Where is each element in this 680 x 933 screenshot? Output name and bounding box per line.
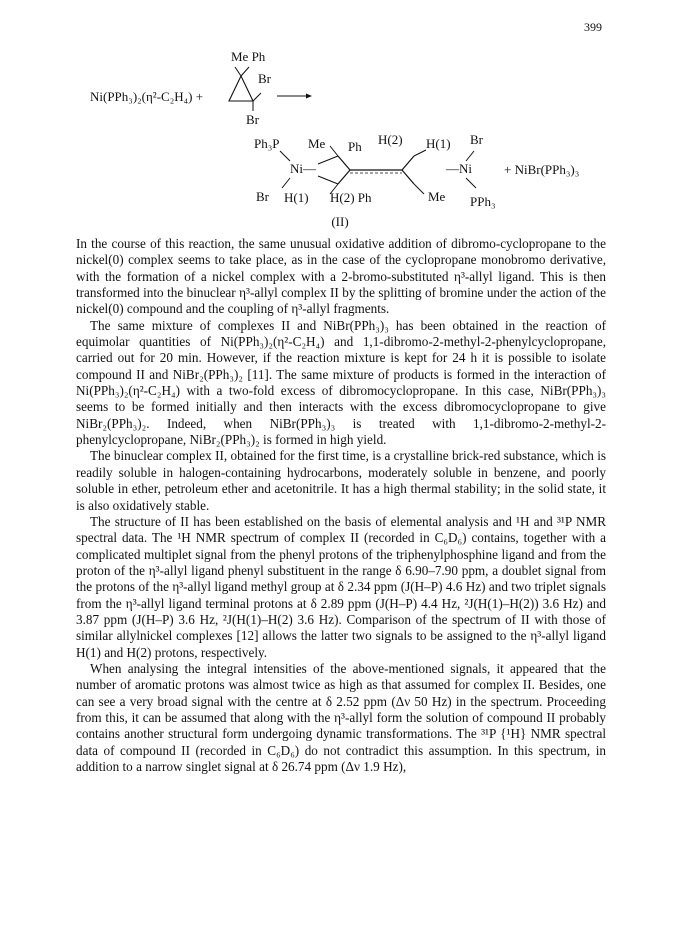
- bond-ph: [241, 67, 249, 76]
- paragraph: When analysing the integral intensities of the above-mentioned signals, it appeared that the number of aromatic protons was almost twice as high as that assumed for complex II. Besides, one can see a very broad signal with the centre at δ 2.52 ppm (Δν 50 Hz) in the spectrum. Proceeding from this, it can be assumed that along with the η³-allyl form the solution of compound II probably contains another structural form undergoing dynamic transformations. The ³¹P {¹H} NMR spectral data of compound II (recorded in C₆D₆) do not contradict this assumption. In this spectrum, in addition to a narrow singlet signal at δ 26.74 ppm (Δν 1.9 Hz),: [76, 660, 606, 774]
- ph3p-label: Ph₃P: [254, 136, 280, 151]
- bond-me-right: [414, 184, 424, 194]
- br-label-bottom-left: Br: [256, 189, 269, 204]
- compound-label: (II): [331, 214, 349, 229]
- body-text: [76, 236, 606, 775]
- ni-right: —Ni: [446, 161, 472, 176]
- byproduct-label: + NiBr(PPh₃)₃: [504, 162, 580, 177]
- ph-label-top: Ph: [348, 139, 362, 154]
- paragraph: The binuclear complex II, obtained for the first time, is a crystalline brick-red substance, which is readily soluble in halogen-containing hydrocarbons, moderately soluble in benzene, and poorly soluble in ether, petroleum ether and acetonitrile. It has a high thermal stability; in the solid state, it is also oxidatively stable.: [76, 448, 606, 513]
- allyl-left-a: [338, 156, 350, 170]
- page-number: 399: [584, 20, 602, 34]
- paragraph: In the course of this reaction, the same unusual oxidative addition of dibromo-cyclopropane to the nickel(0) complex seems to take place, as in the case of the cyclopropane monobromo derivative, with the formation of a nickel complex with a 2-bromo-substituted η³-allyl ligand. This is then transformed into the binuclear η³-allyl complex II by the splitting of bromine under the action of the nickel(0) compound and the coupling of η³-allyl fragments.: [76, 236, 606, 317]
- bond-h1-right: [414, 150, 426, 156]
- allyl-right-b: [402, 170, 414, 184]
- ni-allyl-lower: [318, 176, 338, 184]
- pph3-label-bottom: PPh₃: [470, 194, 496, 209]
- reactant-nickel-complex: Ni(PPh₃)₂(η²-C₂H₄) +: [90, 89, 204, 104]
- bond-me: [235, 67, 241, 76]
- bond-br-ni-right: [466, 151, 474, 161]
- h2-label-top: H(2): [378, 132, 403, 147]
- cp-br-top: Br: [258, 71, 271, 86]
- ni-left: Ni—: [290, 161, 316, 176]
- cp-br-bottom: Br: [246, 112, 259, 127]
- h2-ph-label-bottom: H(2) Ph: [330, 190, 372, 205]
- bond-me-left: [330, 146, 338, 156]
- bond-br-top: [253, 93, 261, 101]
- h1-label-top: H(1): [426, 136, 451, 151]
- arrow-head: [306, 94, 312, 99]
- bond-br-ni: [282, 178, 290, 188]
- cp-substituents: Me Ph: [231, 49, 266, 64]
- allyl-left-b: [338, 170, 350, 184]
- bond-p-ni: [280, 151, 290, 161]
- paragraph: The structure of II has been established on the basis of elemental analysis and ¹H and ³¹P NMR spectral data. The ¹H NMR spectrum of complex II (recorded in C₆D₆) contains, together with a complicated multiplet signal from the phenyl protons of the triphenylphosphine ligand and from the proton of the η³-allyl ligand phenyl substituent in the range δ 6.90–7.90 ppm, a doublet signal from the protons of the η³-allyl ligand methyl group at δ 2.34 ppm (J(H–P) 4.6 Hz) and two triplet signals from the η³-allyl ligand terminal protons at δ 2.89 ppm (J(H–P) 4.4 Hz, ²J(H(1)–H(2)) 3.6 Hz) and 3.87 ppm (J(H–P) 3.6 Hz, ²J(H(1)–H(2) 3.6 Hz). Comparison of the spectrum of II with those of similar allylnickel complexes [12] allows the latter two signals to be assigned to the η³-allyl ligand H(1) and H(2) protons, respectively.: [76, 513, 606, 660]
- cyclopropane-ring: [229, 76, 253, 101]
- me-label-bottom: Me: [428, 189, 446, 204]
- paragraph: The same mixture of complexes II and NiBr(PPh₃)₃ has been obtained in the reaction of equimolar quantities of Ni(PPh₃)₂(η²-C₂H₄) and 1,1-dibromo-2-methyl-2-phenylcyclopropane, carried out for 20 min. However, if the reaction mixture is kept for 24 h it is possible to isolate compound II and NiBr₂(PPh₃)₂ [11]. The same mixture of products is formed in the interaction of Ni(PPh₃)₂(η²-C₂H₄) with a two-fold excess of dibromocyclopropane. In this case, NiBr(PPh₃)₃ seems to be formed initially and then interacts with the excess dibromocyclopropane to give NiBr₂(PPh₃)₂. Indeed, when NiBr(PPh₃)₃ is treated with 1,1-dibromo-2-methyl-2-phenylcyclopropane, NiBr₂(PPh₃)₂ is formed in high yield.: [76, 317, 606, 448]
- allyl-right-a: [402, 156, 414, 170]
- me-label-left: Me: [308, 136, 326, 151]
- ni-allyl-upper: [318, 156, 338, 164]
- br-label-top-right: Br: [470, 132, 483, 147]
- reaction-scheme: [0, 0, 680, 240]
- bond-p-ni-right: [466, 178, 476, 188]
- h1-label-bottom: H(1): [284, 190, 309, 205]
